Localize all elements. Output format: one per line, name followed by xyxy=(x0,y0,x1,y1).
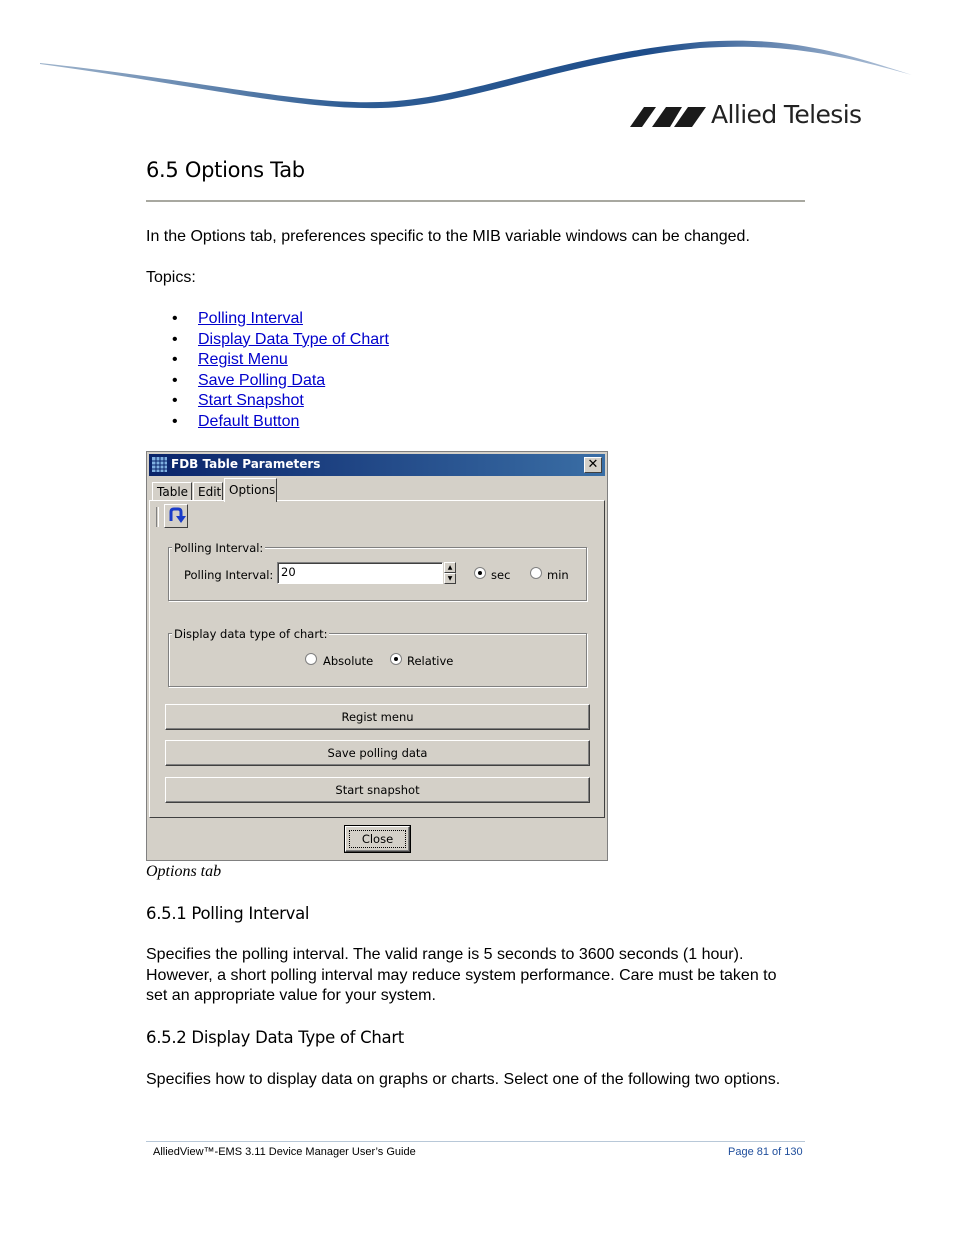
logo-text: Allied Telesis xyxy=(711,100,862,129)
toolbar-separator xyxy=(156,507,159,527)
topics-label: Topics: xyxy=(146,269,196,286)
figure-caption: Options tab xyxy=(146,863,222,880)
title-rule xyxy=(146,200,805,202)
topics-list xyxy=(172,309,389,433)
save-polling-data-button[interactable] xyxy=(165,740,590,766)
section-heading-display: 6.5.2 Display Data Type of Chart xyxy=(146,1028,404,1047)
link-display-data-type[interactable]: Display Data Type of Chart xyxy=(198,330,389,348)
tab-options[interactable]: Options xyxy=(224,478,277,502)
start-snapshot-button[interactable] xyxy=(165,777,590,803)
fdb-table-parameters-dialog xyxy=(146,451,608,861)
dialog-title: FDB Table Parameters xyxy=(171,457,321,471)
link-regist-menu[interactable]: Regist Menu xyxy=(198,351,288,369)
spin-down-icon[interactable]: ▼ xyxy=(444,573,456,584)
save-polling-data-label: Save polling data xyxy=(327,746,428,760)
radio-absolute[interactable] xyxy=(305,653,317,665)
section1-line: Specifies the polling interval. The valid range is 5 seconds to 3600 seconds (1 hour). xyxy=(146,946,744,963)
display-group-label: Display data type of chart: xyxy=(174,627,328,641)
radio-sec-label: sec xyxy=(491,568,511,582)
radio-relative[interactable] xyxy=(390,653,402,665)
footer-doc-title: AlliedView™-EMS 3.11 Device Manager User’s Guide xyxy=(153,1146,416,1158)
link-start-snapshot[interactable]: Start Snapshot xyxy=(198,392,304,410)
list-item: • Regist Menu xyxy=(172,351,288,369)
table-grid-icon xyxy=(152,457,167,472)
list-item: • Polling Interval xyxy=(172,310,303,327)
link-save-polling-data[interactable]: Save Polling Data xyxy=(198,371,326,389)
start-snapshot-label: Start snapshot xyxy=(335,783,420,797)
tab-edit[interactable]: Edit xyxy=(193,482,223,501)
radio-min[interactable] xyxy=(530,567,542,579)
dialog-titlebar xyxy=(149,454,605,476)
radio-sec[interactable] xyxy=(474,567,486,579)
page-title: 6.5 Options Tab xyxy=(146,158,305,182)
radio-relative-label: Relative xyxy=(407,654,454,668)
polling-interval-spinner[interactable] xyxy=(444,562,456,584)
spin-up-icon[interactable]: ▲ xyxy=(444,562,456,573)
radio-absolute-label: Absolute xyxy=(323,654,374,668)
section1-line: However, a short polling interval may reduce system performance. Care must be taken to xyxy=(146,967,777,984)
default-arrow-icon xyxy=(165,505,187,527)
footer-rule xyxy=(146,1141,805,1142)
intro-text: In the Options tab, preferences specific to the MIB variable windows can be changed. xyxy=(146,228,750,245)
section-heading-polling: 6.5.1 Polling Interval xyxy=(146,904,310,923)
link-default-button[interactable]: Default Button xyxy=(198,412,300,430)
close-icon[interactable]: ✕ xyxy=(584,457,602,473)
polling-field-label: Polling Interval: xyxy=(184,568,274,582)
polling-group-label: Polling Interval: xyxy=(174,541,264,555)
list-item: • Default Button xyxy=(172,412,300,430)
close-label: Close xyxy=(361,832,394,846)
list-item: • Save Polling Data xyxy=(172,371,326,389)
regist-menu-button[interactable] xyxy=(165,704,590,730)
list-item: • Display Data Type of Chart xyxy=(172,330,389,348)
radio-min-label: min xyxy=(547,568,569,582)
link-polling-interval[interactable]: Polling Interval xyxy=(198,310,303,327)
section2-line: Specifies how to display data on graphs or charts. Select one of the following two options. xyxy=(146,1071,781,1088)
display-data-type-group xyxy=(168,633,587,687)
list-item: • Start Snapshot xyxy=(172,392,304,410)
polling-interval-input[interactable]: 20 xyxy=(277,562,443,584)
close-button[interactable] xyxy=(345,826,410,852)
tab-table[interactable]: Table xyxy=(152,482,192,501)
footer-page-number: Page 81 of 130 xyxy=(728,1146,803,1158)
focus-ring xyxy=(349,830,406,848)
section1-line: set an appropriate value for your system. xyxy=(146,987,436,1004)
regist-menu-label: Regist menu xyxy=(341,710,414,724)
default-button[interactable] xyxy=(164,504,188,528)
